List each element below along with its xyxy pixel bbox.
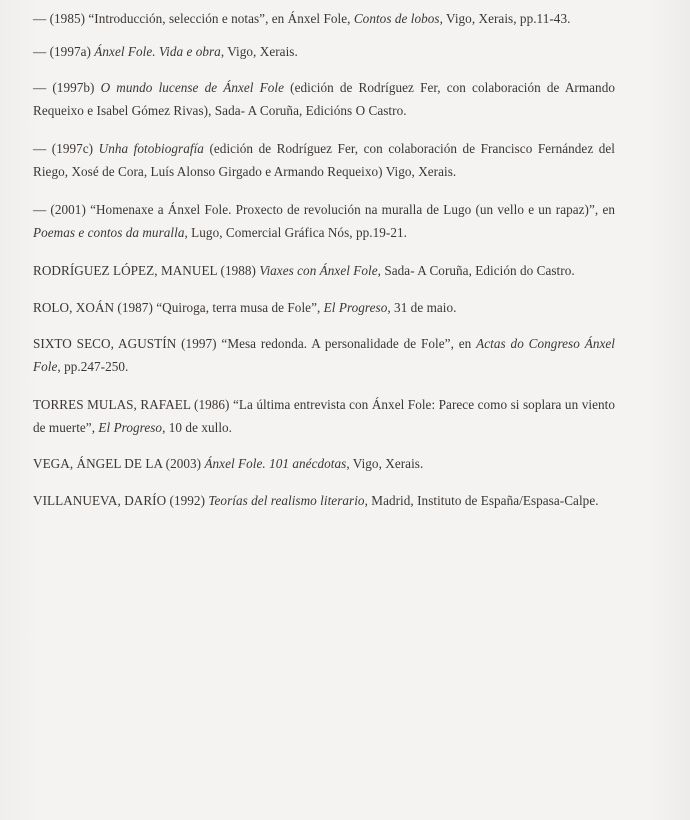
entry-title: Teorías del realismo literario <box>208 492 365 508</box>
entry-title: Ánxel Fole. Vida e obra <box>94 43 221 59</box>
entry-text: VILLANUEVA, DARÍO (1992) <box>33 492 209 508</box>
entry-text: , 31 de maio. <box>387 299 457 315</box>
bibliography-entry <box>33 260 615 283</box>
entry-text: RODRÍGUEZ LÓPEZ, MANUEL (1988) <box>33 263 260 278</box>
bibliography-entry <box>33 333 615 378</box>
bibliography-list <box>33 8 615 512</box>
entry-text: ROLO, XOÁN (1987) “Quiroga, terra musa de Fole”, <box>33 299 324 315</box>
entry-text: , Vigo, Xerais. <box>346 456 424 471</box>
entry-text: , Sada- A Coruña, Edición do Castro. <box>377 263 575 278</box>
entry-text: — (1997a) <box>33 43 95 59</box>
bibliography-entry <box>33 490 615 513</box>
entry-title: Unha fotobiografía <box>98 141 204 156</box>
entry-title: El Progreso <box>98 419 163 435</box>
entry-text: — (2001) “Homenaxe a Ánxel Fole. Proxecto de revolución na muralla de Lugo (un vello e un rapaz)”, en <box>33 202 615 217</box>
entry-text: , Vigo, Xerais. <box>220 43 298 59</box>
entry-text: (edición de Rodríguez Fer, con colaboración de Armando Requeixo e Isabel Gómez Rivas), Sada- A Coruña, Edicións O Castro. <box>33 80 615 118</box>
bibliography-entry <box>33 453 615 476</box>
entry-title: El Progreso <box>323 299 388 315</box>
bibliography-entry <box>33 199 615 244</box>
entry-title: Ánxel Fole. 101 anécdotas <box>204 456 347 471</box>
entry-title: Viaxes con Ánxel Fole <box>259 263 378 278</box>
bibliography-entry <box>33 138 615 183</box>
bibliography-entry <box>33 41 615 64</box>
entry-text: , pp.247-250. <box>57 358 129 374</box>
entry-text: , Vigo, Xerais, pp.11-43. <box>439 11 571 26</box>
entry-text: — (1985) “Introducción, selección e notas”, en Ánxel Fole, <box>33 11 354 26</box>
entry-title: Contos de lobos <box>353 11 440 26</box>
entry-text: SIXTO SECO, AGUSTÍN (1997) “Mesa redonda. A personalidade de Fole”, en <box>33 336 477 351</box>
entry-text: VEGA, ÁNGEL DE LA (2003) <box>33 456 205 471</box>
entry-text: TORRES MULAS, RAFAEL (1986) “La última entrevista con Ánxel Fole: Parece como si soplara un viento de muerte”, <box>33 397 615 435</box>
entry-text: , Lugo, Comercial Gráfica Nós, pp.19-21. <box>184 224 407 240</box>
bibliography-entry <box>33 394 615 439</box>
entry-title: Actas do Congreso Ánxel Fole <box>33 336 615 374</box>
entry-text: , 10 de xullo. <box>162 419 233 435</box>
entry-title: O mundo lucense de Ánxel Fole <box>100 80 285 95</box>
entry-text: , Madrid, Instituto de España/Espasa-Calpe. <box>364 492 599 508</box>
bibliography-entry <box>33 8 615 31</box>
entry-text: — (1997c) <box>33 141 99 156</box>
bibliography-entry <box>33 297 615 320</box>
entry-text: — (1997b) <box>33 80 101 95</box>
entry-text: (edición de Rodríguez Fer, con colaboración de Francisco Fernández del Riego, Xosé de Cora, Luís Alonso Girgado e Armando Requeixo) Vigo, Xerais. <box>33 141 616 179</box>
bibliography-entry <box>33 77 615 122</box>
entry-title: Poemas e contos da muralla <box>33 224 185 240</box>
